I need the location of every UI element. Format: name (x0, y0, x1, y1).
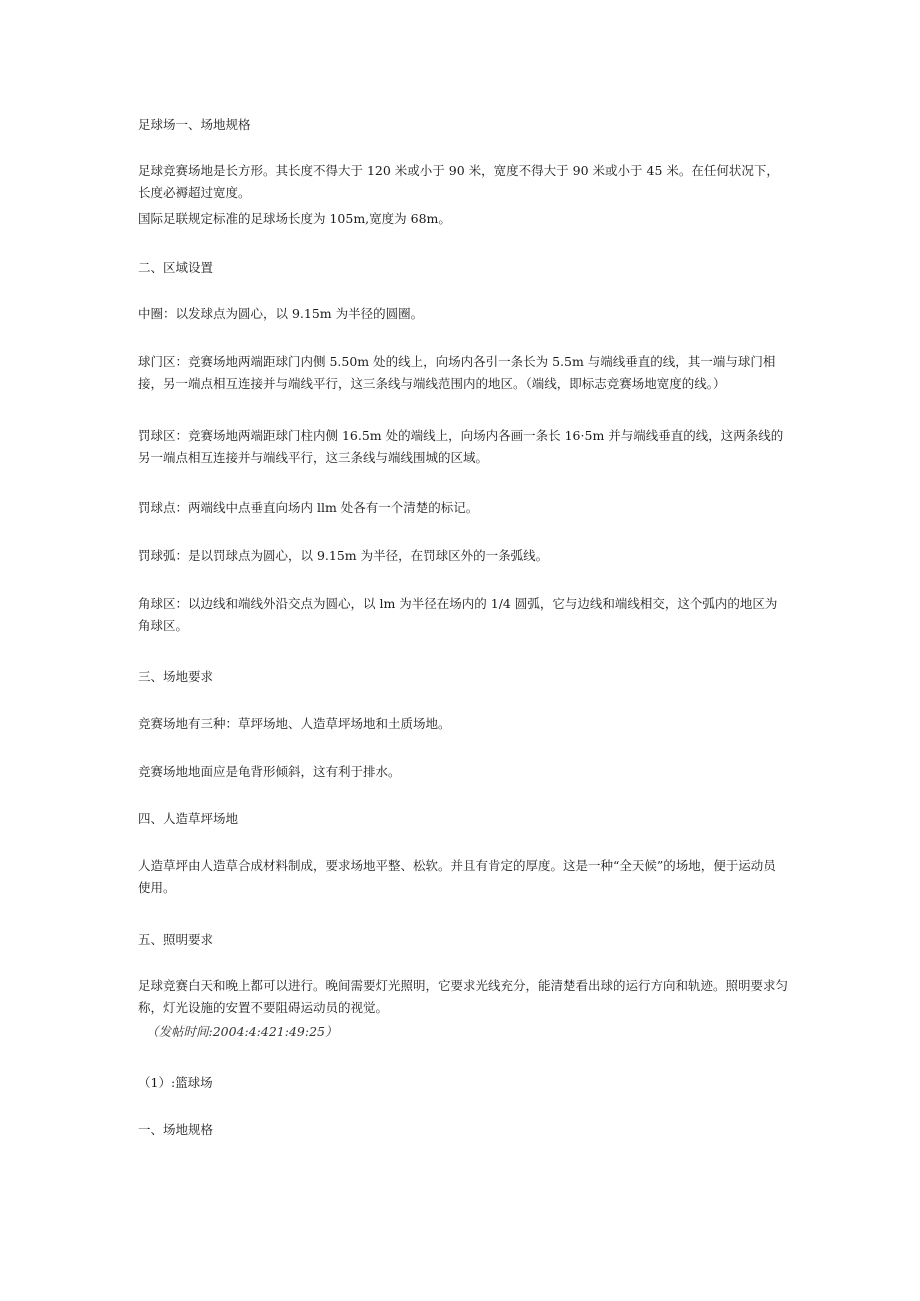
goal-area-paragraph: 球门区：竞赛场地两端距球门内侧 5.50m 处的线上，向场内各引一条长为 5.5m 与端线垂直的线，其一端与球门相接，另一端点相互连接并与端线平行，这三条线与端线范围内的地区。（端线，即标志竞赛场地宽度的线。） (138, 354, 776, 391)
document-title: 足球场一、场地规格 (138, 117, 251, 132)
artificial-turf-paragraph: 人造草坪由人造草合成材料制成，要求场地平整、松软。并且有肯定的厚度。这是一种“全天候”的场地，便于运动员使用。 (138, 858, 776, 895)
fifa-standard-paragraph: 国际足联规定标准的足球场长度为 105m,宽度为 68m。 (138, 211, 451, 226)
section-heading-lighting: 五、照明要求 (138, 932, 214, 947)
section-heading-requirements: 三、场地要求 (138, 669, 214, 684)
publish-timestamp: （发帖时间:2004:4:421:49:25） (146, 1024, 338, 1039)
section-heading-zones: 二、区域设置 (138, 260, 214, 275)
lighting-paragraph: 足球竞赛白天和晚上都可以进行。晚间需要灯光照明，它要求光线充分，能清楚看出球的运行方向和轨迹。照明要求匀称，灯光设施的安置不要阻碍运动员的视觉。 (138, 978, 789, 1015)
corner-area-paragraph: 角球区：以边线和端线外沿交点为圆心，以 lm 为半径在场内的 1/4 圆弧，它与边线和端线相交，这个弧内的地区为角球区。 (138, 596, 778, 633)
penalty-spot-paragraph: 罚球点：两端线中点垂直向场内 llm 处各有一个清楚的标记。 (138, 500, 479, 515)
section-heading-artificial-turf: 四、人造草坪场地 (138, 811, 239, 826)
field-surface-paragraph: 竞赛场地地面应是龟背形倾斜，这有利于排水。 (138, 764, 401, 779)
penalty-arc-paragraph: 罚球弧：是以罚球点为圆心，以 9.15m 为半径，在罚球区外的一条弧线。 (138, 548, 549, 563)
center-circle-paragraph: 中圈：以发球点为圆心，以 9.15m 为半径的圆圈。 (138, 306, 424, 321)
field-types-paragraph: 竞赛场地有三种：草坪场地、人造草坪场地和土质场地。 (138, 716, 451, 731)
basketball-heading: （1）:篮球场 (138, 1075, 213, 1090)
penalty-area-paragraph: 罚球区：竞赛场地两端距球门柱内侧 16.5m 处的端线上，向场内各画一条长 16·5m 并与端线垂直的线，这两条线的另一端点相互连接并与端线平行，这三条线与端线围城的区域。 (138, 428, 784, 465)
basketball-section-heading: 一、场地规格 (138, 1122, 214, 1137)
intro-paragraph: 足球竞赛场地是长方形。其长度不得大于 120 米或小于 90 米，宽度不得大于 90 米或小于 45 米。在任何状况下，长度必褥超过宽度。 (138, 163, 779, 200)
